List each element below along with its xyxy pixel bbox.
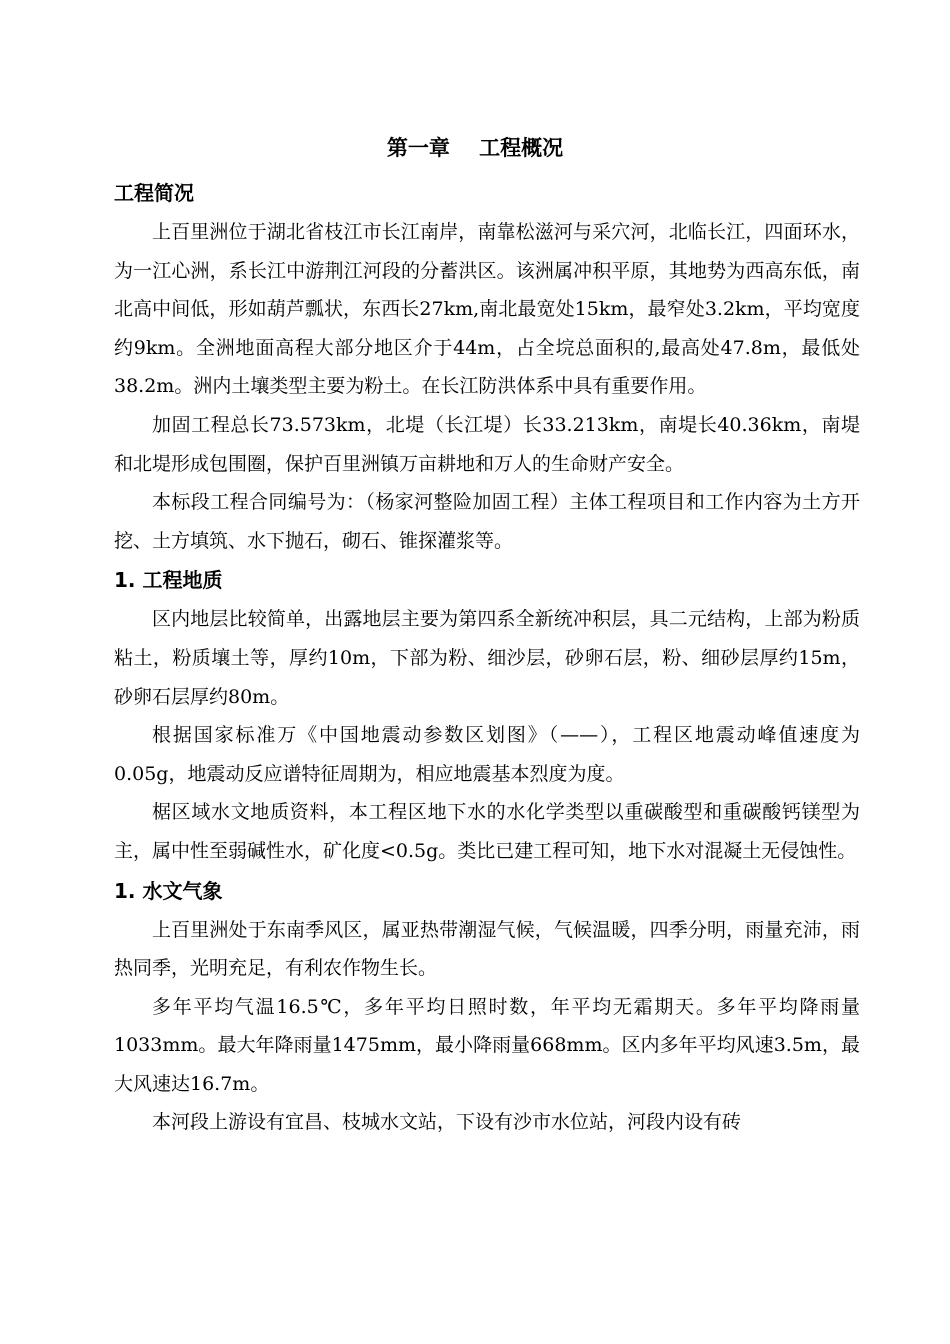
section-overview — [114, 173, 860, 560]
paragraph: 区内地层比较简单，出露地层主要为第四系全新统冲积层，具二元结构，上部为粉质粘土，粉质壤土等，厚约10m，下部为粉、细沙层，砂卵石层，粉、细砂层厚约15m，砂卵石层厚约80m。 — [114, 608, 860, 708]
paragraph: 上百里洲位于湖北省枝江市长江南岸，南靠松滋河与采穴河，北临长江，四面环水，为一江心洲，系长江中游荆江河段的分蓄洪区。该洲属冲积平原，其地势为西高东低，南北高中间低，形如葫芦瓢状，东西长27km,南北最宽处15km，最窄处3.2km，平均宽度约9km。全洲地面高程大部分地区介于44m，占全垸总面积的,最高处47.8m，最低处38.2m。洲内土壤类型主要为粉土。在长江防洪体系中具有重要作用。 — [114, 221, 860, 398]
paragraph: 上百里洲处于东南季风区，属亚热带潮湿气候，气候温暖，四季分明，雨量充沛，雨热同季，光明充足，有利农作物生长。 — [114, 918, 860, 980]
section-heading: 1. 水文气象 — [114, 878, 223, 903]
paragraph: 椐区域水文地质资料，本工程区地下水的水化学类型以重碳酸型和重碳酸钙镁型为主，属中性至弱碱性水，矿化度<0.5g。类比已建工程可知，地下水对混凝土无侵蚀性。 — [114, 801, 860, 862]
chapter-title: 第一章 工程概况 — [386, 136, 564, 160]
paragraph: 本河段上游设有宜昌、枝城水文站，下设有沙市水位站，河段内设有砖 — [152, 1111, 742, 1134]
section-heading: 1. 工程地质 — [114, 568, 223, 593]
document-body — [114, 173, 860, 1142]
section-hydrology — [114, 871, 860, 1143]
paragraph: 根据国家标准万《中国地震动参数区划图》（——），工程区地震动峰值速度为0.05g，地震动反应谱特征周期为，相应地震基本烈度为度。 — [114, 724, 860, 785]
section-heading: 工程简况 — [114, 181, 194, 205]
paragraph: 加固工程总长73.573km，北堤（长江堤）长33.213km，南堤长40.36km，南堤和北堤形成包围圈，保护百里洲镇万亩耕地和万人的生命财产安全。 — [114, 413, 860, 475]
section-geology — [114, 560, 860, 870]
paragraph: 本标段工程合同编号为：（杨家河整险加固工程）主体工程项目和工作内容为土方开挖、土方填筑、水下抛石，砌石、锥探灌浆等。 — [114, 491, 860, 552]
paragraph: 多年平均气温16.5℃，多年平均日照时数，年平均无霜期天。多年平均降雨量1033mm。最大年降雨量1475mm，最小降雨量668mm。区内多年平均风速3.5m，最大风速达16.7m。 — [114, 995, 860, 1095]
